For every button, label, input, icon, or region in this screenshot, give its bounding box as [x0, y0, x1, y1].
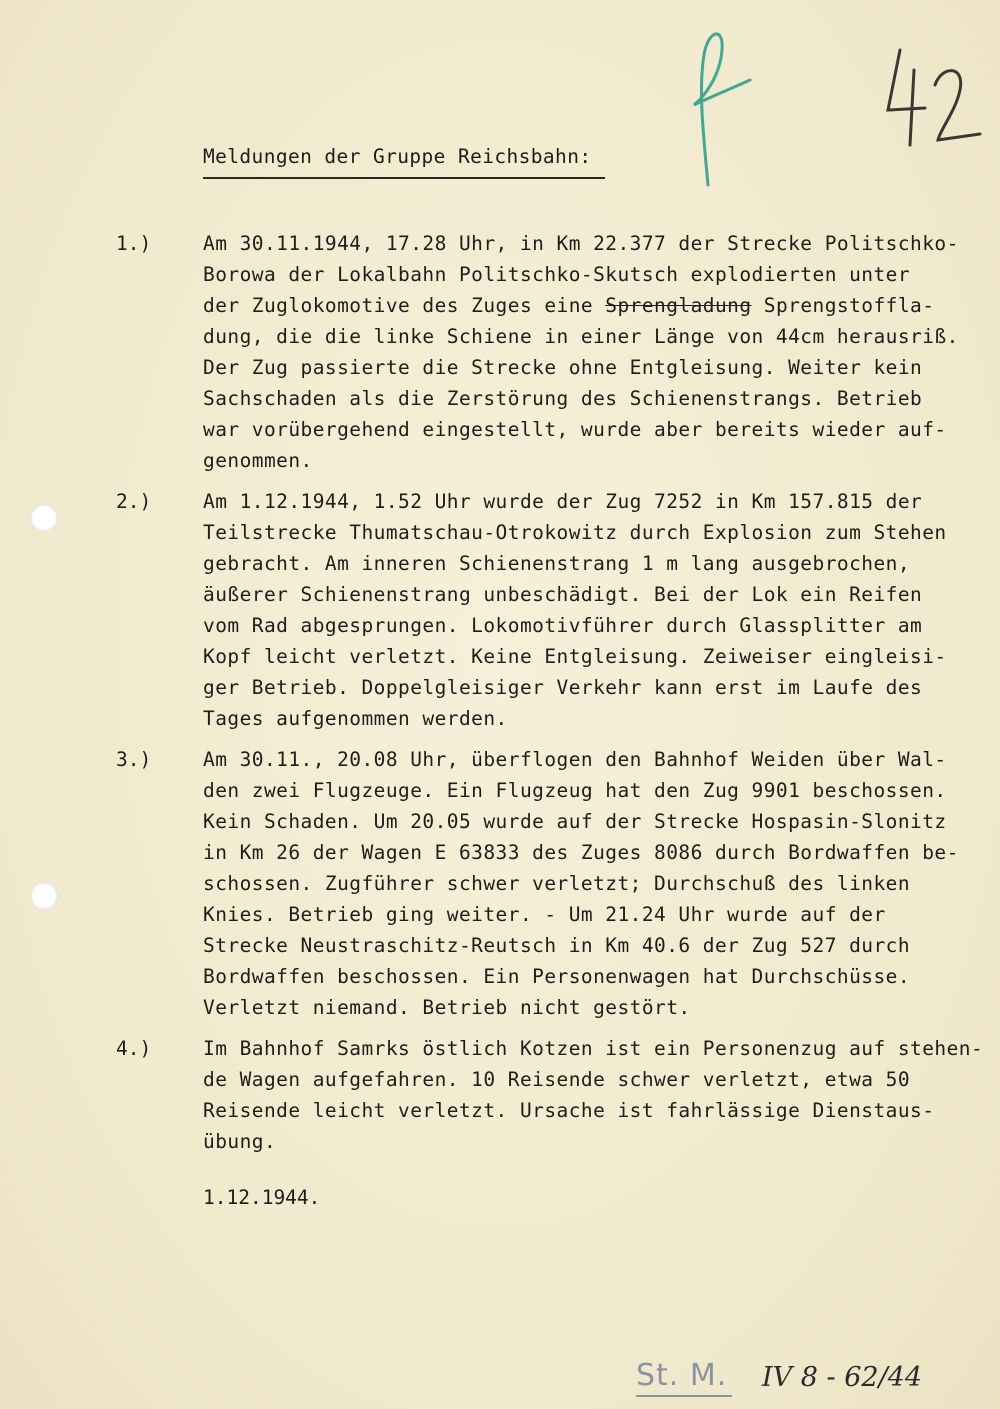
item-line: war vorübergehend eingestellt, wurde aber bereits wieder auf- [203, 418, 947, 441]
item-line: in Km 26 der Wagen E 63833 des Zuges 8086 durch Bordwaffen be- [203, 841, 959, 864]
item-number: 2.) [116, 490, 152, 513]
handwritten-initial [668, 20, 758, 190]
item-line: Bordwaffen beschossen. Ein Personenwagen hat Durchschüsse. [203, 965, 911, 988]
struck-word: Sprengladung [605, 294, 752, 317]
punch-hole-lower [30, 882, 58, 910]
document-heading: Meldungen der Gruppe Reichsbahn: [203, 145, 592, 168]
item-line: Sachschaden als die Zerstörung des Schienenstrangs. Betrieb [203, 387, 923, 410]
document-date: 1.12.1944. [203, 1186, 321, 1209]
item-line: Verletzt niemand. Betrieb nicht gestört. [203, 996, 691, 1019]
item-line: der Zuglokomotive des Zuges eine Sprengladung Sprengstoffla- [203, 294, 935, 317]
item-number: 4.) [116, 1037, 152, 1060]
heading-underline [203, 177, 605, 179]
item-number: 3.) [116, 748, 152, 771]
item-line: Knies. Betrieb ging weiter. - Um 21.24 Uhr wurde auf der [203, 903, 886, 926]
item-line: Strecke Neustraschitz-Reutsch in Km 40.6 der Zug 527 durch [203, 934, 911, 957]
item-line: ger Betrieb. Doppelgleisiger Verkehr kann erst im Laufe des [203, 676, 923, 699]
item-line: genommen. [203, 449, 313, 472]
item-line: äußerer Schienenstrang unbeschädigt. Bei der Lok ein Reifen [203, 583, 923, 606]
item-line: dung, die die linke Schiene in einer Länge von 44cm herausriß. [203, 325, 959, 348]
item-line: vom Rad abgesprungen. Lokomotivführer durch Glassplitter am [203, 614, 923, 637]
item-line: übung. [203, 1130, 277, 1153]
file-reference: IV 8 - 62/44 [762, 1362, 923, 1393]
item-line: Teilstrecke Thumatschau-Otrokowitz durch Explosion zum Stehen [203, 521, 947, 544]
item-line: Am 1.12.1944, 1.52 Uhr wurde der Zug 7252 in Km 157.815 der [203, 490, 923, 513]
item-line: Borowa der Lokalbahn Politschko-Skutsch explodierten unter [203, 263, 911, 286]
stamp-underline [636, 1395, 732, 1397]
item-line: Am 30.11., 20.08 Uhr, überflogen den Bahnhof Weiden über Wal- [203, 748, 947, 771]
item-line: Am 30.11.1944, 17.28 Uhr, in Km 22.377 der Strecke Politschko- [203, 232, 959, 255]
item-line: Kein Schaden. Um 20.05 wurde auf der Strecke Hospasin-Slonitz [203, 810, 947, 833]
item-line: schossen. Zugführer schwer verletzt; Durchschuß des linken [203, 872, 911, 895]
item-line: de Wagen aufgefahren. 10 Reisende schwer verletzt, etwa 50 [203, 1068, 911, 1091]
item-line: gebracht. Am inneren Schienenstrang 1 m lang ausgebrochen, [203, 552, 911, 575]
archive-stamp: St. M. [636, 1358, 728, 1393]
item-line: Im Bahnhof Samrks östlich Kotzen ist ein Personenzug auf stehen- [203, 1037, 984, 1060]
punch-hole-upper [30, 504, 58, 532]
item-number: 1.) [116, 232, 152, 255]
item-line: Kopf leicht verletzt. Keine Entgleisung. Zeiweiser eingleisi- [203, 645, 947, 668]
item-line: Der Zug passierte die Strecke ohne Entgleisung. Weiter kein [203, 356, 923, 379]
item-line: den zwei Flugzeuge. Ein Flugzeug hat den Zug 9901 beschossen. [203, 779, 947, 802]
item-line: Tages aufgenommen werden. [203, 707, 508, 730]
item-line: Reisende leicht verletzt. Ursache ist fahrlässige Dienstaus- [203, 1099, 935, 1122]
handwritten-page-number [880, 40, 985, 150]
